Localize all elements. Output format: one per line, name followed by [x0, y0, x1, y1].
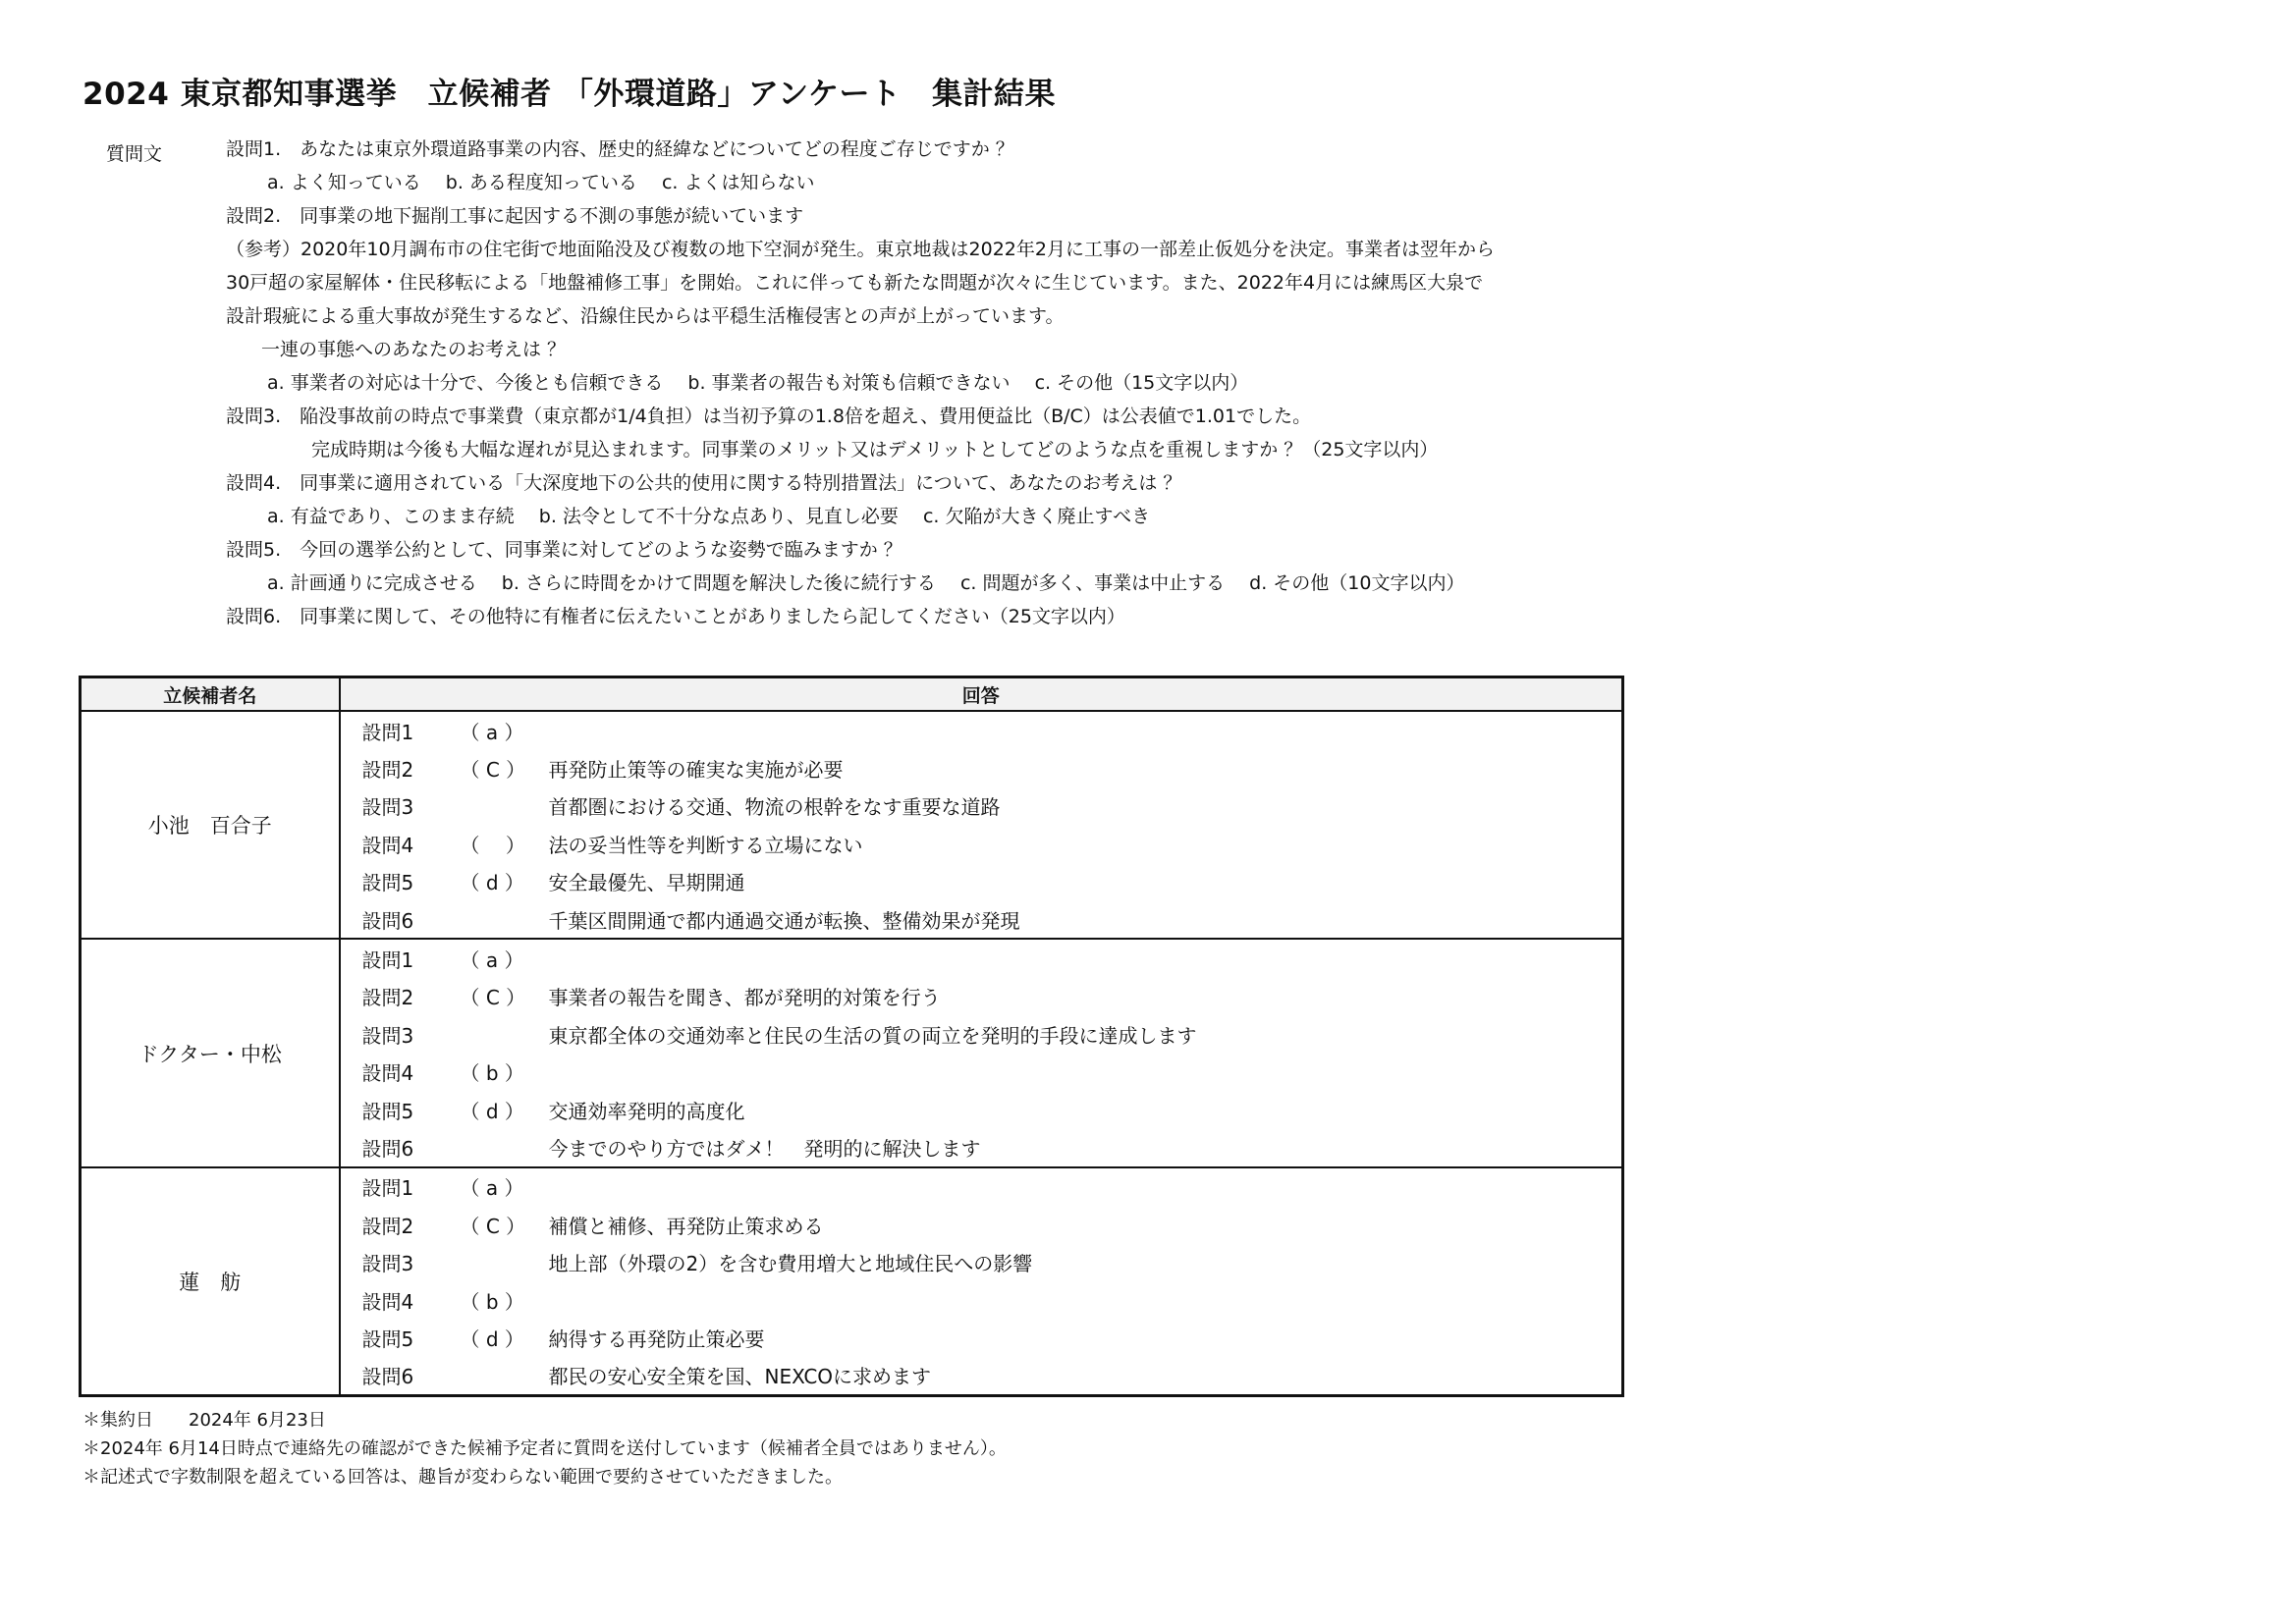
answer-question: 設問4 — [361, 833, 414, 857]
answer-row — [341, 1054, 1622, 1091]
answer-row — [341, 1128, 1622, 1165]
answer-choice: （ b ） — [460, 1289, 524, 1314]
answer-row — [341, 1357, 1622, 1394]
question-line: （参考）2020年10月調布市の住宅街で地面陥没及び複数の地下空洞が発生。東京地裁は2022年2月に工事の一部差止仮処分を決定。事業者は翌年から — [226, 239, 1495, 260]
question-line: 一連の事態へのあなたのお考えは ？ — [261, 339, 567, 360]
answer-question: 設問1 — [361, 948, 414, 973]
question-line: a. よく知っている b. ある程度知っている c. よくは知らない — [267, 172, 815, 193]
candidate-answers — [340, 1167, 1623, 1396]
candidate-row — [81, 1167, 1623, 1396]
question-line: a. 有益であり、このまま存続 b. 法令として不十分な点あり、見直し必要 c. 欠陥が大きく廃止すべき — [267, 506, 1151, 527]
answer-question: 設問4 — [361, 1289, 414, 1314]
answer-choice: （ a ） — [460, 948, 524, 973]
answer-text: 交通効率発明的高度化 — [548, 1099, 745, 1123]
question-line: 設問5. 今回の選挙公約として、同事業に対してどのような姿勢で臨みますか ？ — [226, 539, 902, 561]
answer-choice: （ C ） — [460, 758, 526, 783]
answer-question: 設問2 — [361, 986, 414, 1010]
answer-question: 設問3 — [361, 795, 414, 820]
answer-question: 設問2 — [361, 1214, 414, 1238]
candidate-row — [81, 939, 1623, 1166]
header-candidate: 立候補者名 — [81, 677, 340, 712]
answer-choice: （ C ） — [460, 1214, 526, 1238]
answer-question: 設問5 — [361, 1099, 414, 1123]
answer-row — [341, 787, 1622, 825]
candidate-name: ドクター・中松 — [81, 939, 340, 1166]
question-line: 設問2. 同事業の地下掘削工事に起因する不測の事態が続いています — [226, 205, 804, 227]
footnote: ＊集約日 2024年 6月23日 — [82, 1410, 326, 1431]
question-line: 設問6. 同事業に関して、その他特に有権者に伝えたいことがありましたら記してください（25文字以内） — [226, 606, 1125, 627]
answer-row — [341, 1243, 1622, 1280]
answer-question: 設問6 — [361, 1136, 414, 1161]
answer-choice: （ d ） — [460, 1326, 524, 1351]
answer-text: 首都圏における交通、物流の根幹をなす重要な道路 — [548, 795, 1001, 820]
answer-question: 設問5 — [361, 1326, 414, 1351]
answer-question: 設問6 — [361, 1365, 414, 1389]
answer-choice: （ a ） — [460, 1176, 524, 1201]
question-line: 設問4. 同事業に適用されている「大深度地下の公共的使用に関する特別措置法」について、あなたのお考えは ？ — [226, 472, 1182, 494]
answer-row — [341, 1281, 1622, 1319]
answer-row — [341, 900, 1622, 938]
question-line: 30戸超の家屋解体・住民移転による「地盤補修工事」を開始。これに伴っても新たな問題が次々に生じています。また、2022年4月には練馬区大泉で — [226, 272, 1484, 294]
question-line: a. 計画通りに完成させる b. さらに時間をかけて問題を解決した後に続行する c. 問題が多く、事業は中止する d. その他（10文字以内） — [267, 572, 1465, 594]
answer-question: 設問4 — [361, 1061, 414, 1086]
answer-text: 今までのやり方ではダメ！ 発明的に解決します — [548, 1136, 981, 1161]
footnote: ＊記述式で字数制限を超えている回答は、趣旨が変わらない範囲で要約させていただきました。 — [82, 1467, 843, 1488]
answer-choice: （ d ） — [460, 871, 524, 895]
answer-row — [341, 1206, 1622, 1243]
answer-text: 再発防止策等の確実な実施が必要 — [548, 758, 844, 783]
answer-choice: （ b ） — [460, 1061, 524, 1086]
answer-row — [341, 978, 1622, 1015]
results-table — [79, 676, 1624, 1397]
question-line: 完成時期は今後も大幅な遅れが見込まれます。同事業のメリット又はデメリットとしてどのような点を重視しますか ？（25文字以内） — [311, 439, 1439, 460]
answer-row — [341, 749, 1622, 786]
answer-text: 都民の安心安全策を国、NEXCOに求めます — [548, 1365, 932, 1389]
answer-question: 設問1 — [361, 720, 414, 744]
answer-row — [341, 1319, 1622, 1356]
answer-text: 千葉区間開通で都内通過交通が転換、整備効果が発現 — [548, 908, 1020, 933]
answer-choice: （ C ） — [460, 986, 526, 1010]
answer-row — [341, 1168, 1622, 1206]
answer-text: 法の妥当性等を判断する立場にない — [548, 833, 863, 857]
answer-question: 設問5 — [361, 871, 414, 895]
answer-row — [341, 1091, 1622, 1128]
candidate-name: 蓮 舫 — [81, 1167, 340, 1396]
answer-question: 設問3 — [361, 1023, 414, 1048]
answer-question: 設問1 — [361, 1176, 414, 1201]
answer-row — [341, 863, 1622, 900]
questions-label: 質問文 — [106, 143, 163, 165]
answer-row — [341, 825, 1622, 862]
answer-text: 東京都全体の交通効率と住民の生活の質の両立を発明的手段に達成します — [548, 1023, 1197, 1048]
answer-row — [341, 1015, 1622, 1053]
candidate-answers — [340, 711, 1623, 939]
question-line: 設問1. あなたは東京外環道路事業の内容、歴史的経緯などについてどの程度ご存じですか ？ — [226, 138, 1014, 160]
footnote: ＊2024年 6月14日時点で連絡先の確認ができた候補予定者に質問を送付しています（候補者全員ではありません）。 — [82, 1438, 1007, 1459]
answer-choice: （ a ） — [460, 720, 524, 744]
answer-row — [341, 712, 1622, 749]
answer-row — [341, 940, 1622, 977]
answer-text: 安全最優先、早期開通 — [548, 871, 745, 895]
question-line: 設計瑕疵による重大事故が発生するなど、沿線住民からは平穏生活権侵害との声が上がっています。 — [226, 305, 1065, 327]
question-line: a. 事業者の対応は十分で、今後とも信頼できる b. 事業者の報告も対策も信頼できない c. その他（15文字以内） — [267, 372, 1249, 394]
candidate-name: 小池 百合子 — [81, 711, 340, 939]
answer-text: 地上部（外環の2）を含む費用増大と地域住民への影響 — [548, 1252, 1033, 1276]
answer-text: 納得する再発防止策必要 — [548, 1326, 765, 1351]
answer-question: 設問2 — [361, 758, 414, 783]
candidate-row — [81, 711, 1623, 939]
answer-text: 補償と補修、再発防止策求める — [548, 1214, 824, 1238]
answer-choice: （ d ） — [460, 1099, 524, 1123]
question-line: 設問3. 陥没事故前の時点で事業費（東京都が1/4負担）は当初予算の1.8倍を超え、費用便益比（B/C）は公表値で1.01でした。 — [226, 406, 1312, 427]
answer-text: 事業者の報告を聞き、都が発明的対策を行う — [548, 986, 941, 1010]
candidate-answers — [340, 939, 1623, 1166]
header-answer: 回答 — [340, 677, 1623, 712]
answer-choice: （ ） — [460, 833, 525, 857]
answer-question: 設問3 — [361, 1252, 414, 1276]
page-title: 2024 東京都知事選挙 立候補者 「外環道路」アンケート 集計結果 — [82, 77, 1057, 112]
answer-question: 設問6 — [361, 908, 414, 933]
